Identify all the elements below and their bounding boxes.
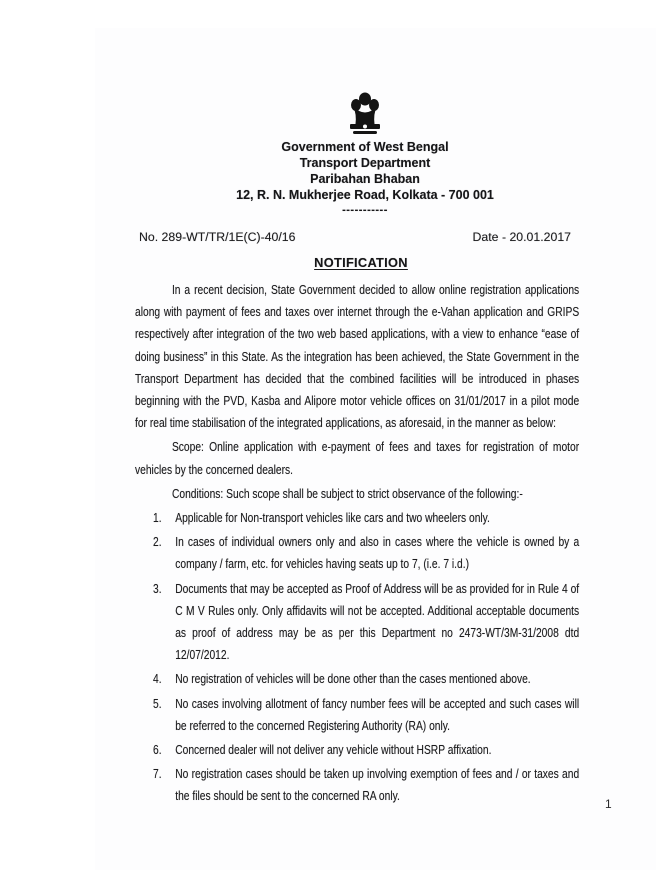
conditions-intro: Conditions: Such scope shall be subject to strict observance of the following:- <box>171 486 523 501</box>
scope-paragraph: Scope: Online application with e-payment of fees and taxes for registration of motor vehicles by the concerned dealers. <box>135 440 580 477</box>
letterhead-department: Transport Department <box>299 156 431 170</box>
condition-item-5 <box>153 693 580 737</box>
condition-item-3 <box>153 578 580 667</box>
condition-item-7 <box>153 763 580 807</box>
letterhead-government: Government of West Bengal <box>281 140 449 154</box>
letterhead-separator: ----------- <box>342 204 388 216</box>
condition-text: Documents that may be accepted as Proof of Address will be as provided for in Rule 4 of C M V Rules only. Only affidavits will not be accepted. Additional acceptable documents as proof of address may be as per this Department no 2473-WT/3M-31/2008 dtd 12/07/2012. <box>175 581 580 663</box>
letterhead-building: Paribahan Bhaban <box>310 172 420 186</box>
condition-item-6 <box>153 739 579 761</box>
page-number: 1 <box>605 797 612 811</box>
reference-row <box>135 230 579 244</box>
condition-item-2 <box>153 531 580 575</box>
condition-number: 1. <box>153 511 162 526</box>
conditions-list <box>135 507 579 808</box>
condition-number: 2. <box>153 535 162 550</box>
letterhead-address: 12, R. N. Mukherjee Road, Kolkata - 700 001 <box>236 188 494 202</box>
condition-text: Applicable for Non-transport vehicles like cars and two wheelers only. <box>175 511 490 526</box>
condition-text: In cases of individual owners only and also in cases where the vehicle is owned by a company / farm, etc. for vehicles having seats up to 7, (i.e. 7 i.d.) <box>175 535 580 572</box>
body-copy <box>135 279 579 808</box>
condition-number: 7. <box>153 767 162 782</box>
document-date: Date - 20.01.2017 <box>472 230 571 244</box>
condition-number: 4. <box>153 672 162 687</box>
condition-text: No cases involving allotment of fancy number fees will be accepted and such cases will be referred to the concerned Registering Authority (RA) only. <box>175 696 580 733</box>
condition-number: 6. <box>153 743 162 758</box>
intro-paragraph: In a recent decision, State Government decided to allow online registration applications along with payment of fees and taxes over internet through the e-Vahan application and GRIPS respectively after integration of the two web based applications, with a view to enhance “ease of doing business” in this State. As the integration has been achieved, the State Government in the Transport Department has decided that the combined facilities will be introduced in phases beginning with the PVD, Kasba and Alipore motor vehicle offices on 31/01/2017 in a pilot mode for real time stabilisation of the integrated applications, as aforesaid, in the manner as below: <box>135 283 580 431</box>
memo-number: No. 289-WT/TR/1E(C)-40/16 <box>139 230 296 244</box>
condition-number: 5. <box>153 696 162 711</box>
ashoka-emblem-icon <box>151 92 579 136</box>
document-content <box>135 92 579 810</box>
notification-title: NOTIFICATION <box>314 255 408 270</box>
condition-item-4 <box>153 668 579 690</box>
condition-text: No registration of vehicles will be done other than the cases mentioned above. <box>175 672 531 687</box>
condition-number: 3. <box>153 581 162 596</box>
condition-text: Concerned dealer will not deliver any vehicle without HSRP affixation. <box>175 743 492 758</box>
condition-text: No registration cases should be taken up involving exemption of fees and / or taxes and the files should be sent to the concerned RA only. <box>175 767 580 804</box>
letterhead <box>151 92 579 216</box>
condition-item-1 <box>153 507 579 529</box>
